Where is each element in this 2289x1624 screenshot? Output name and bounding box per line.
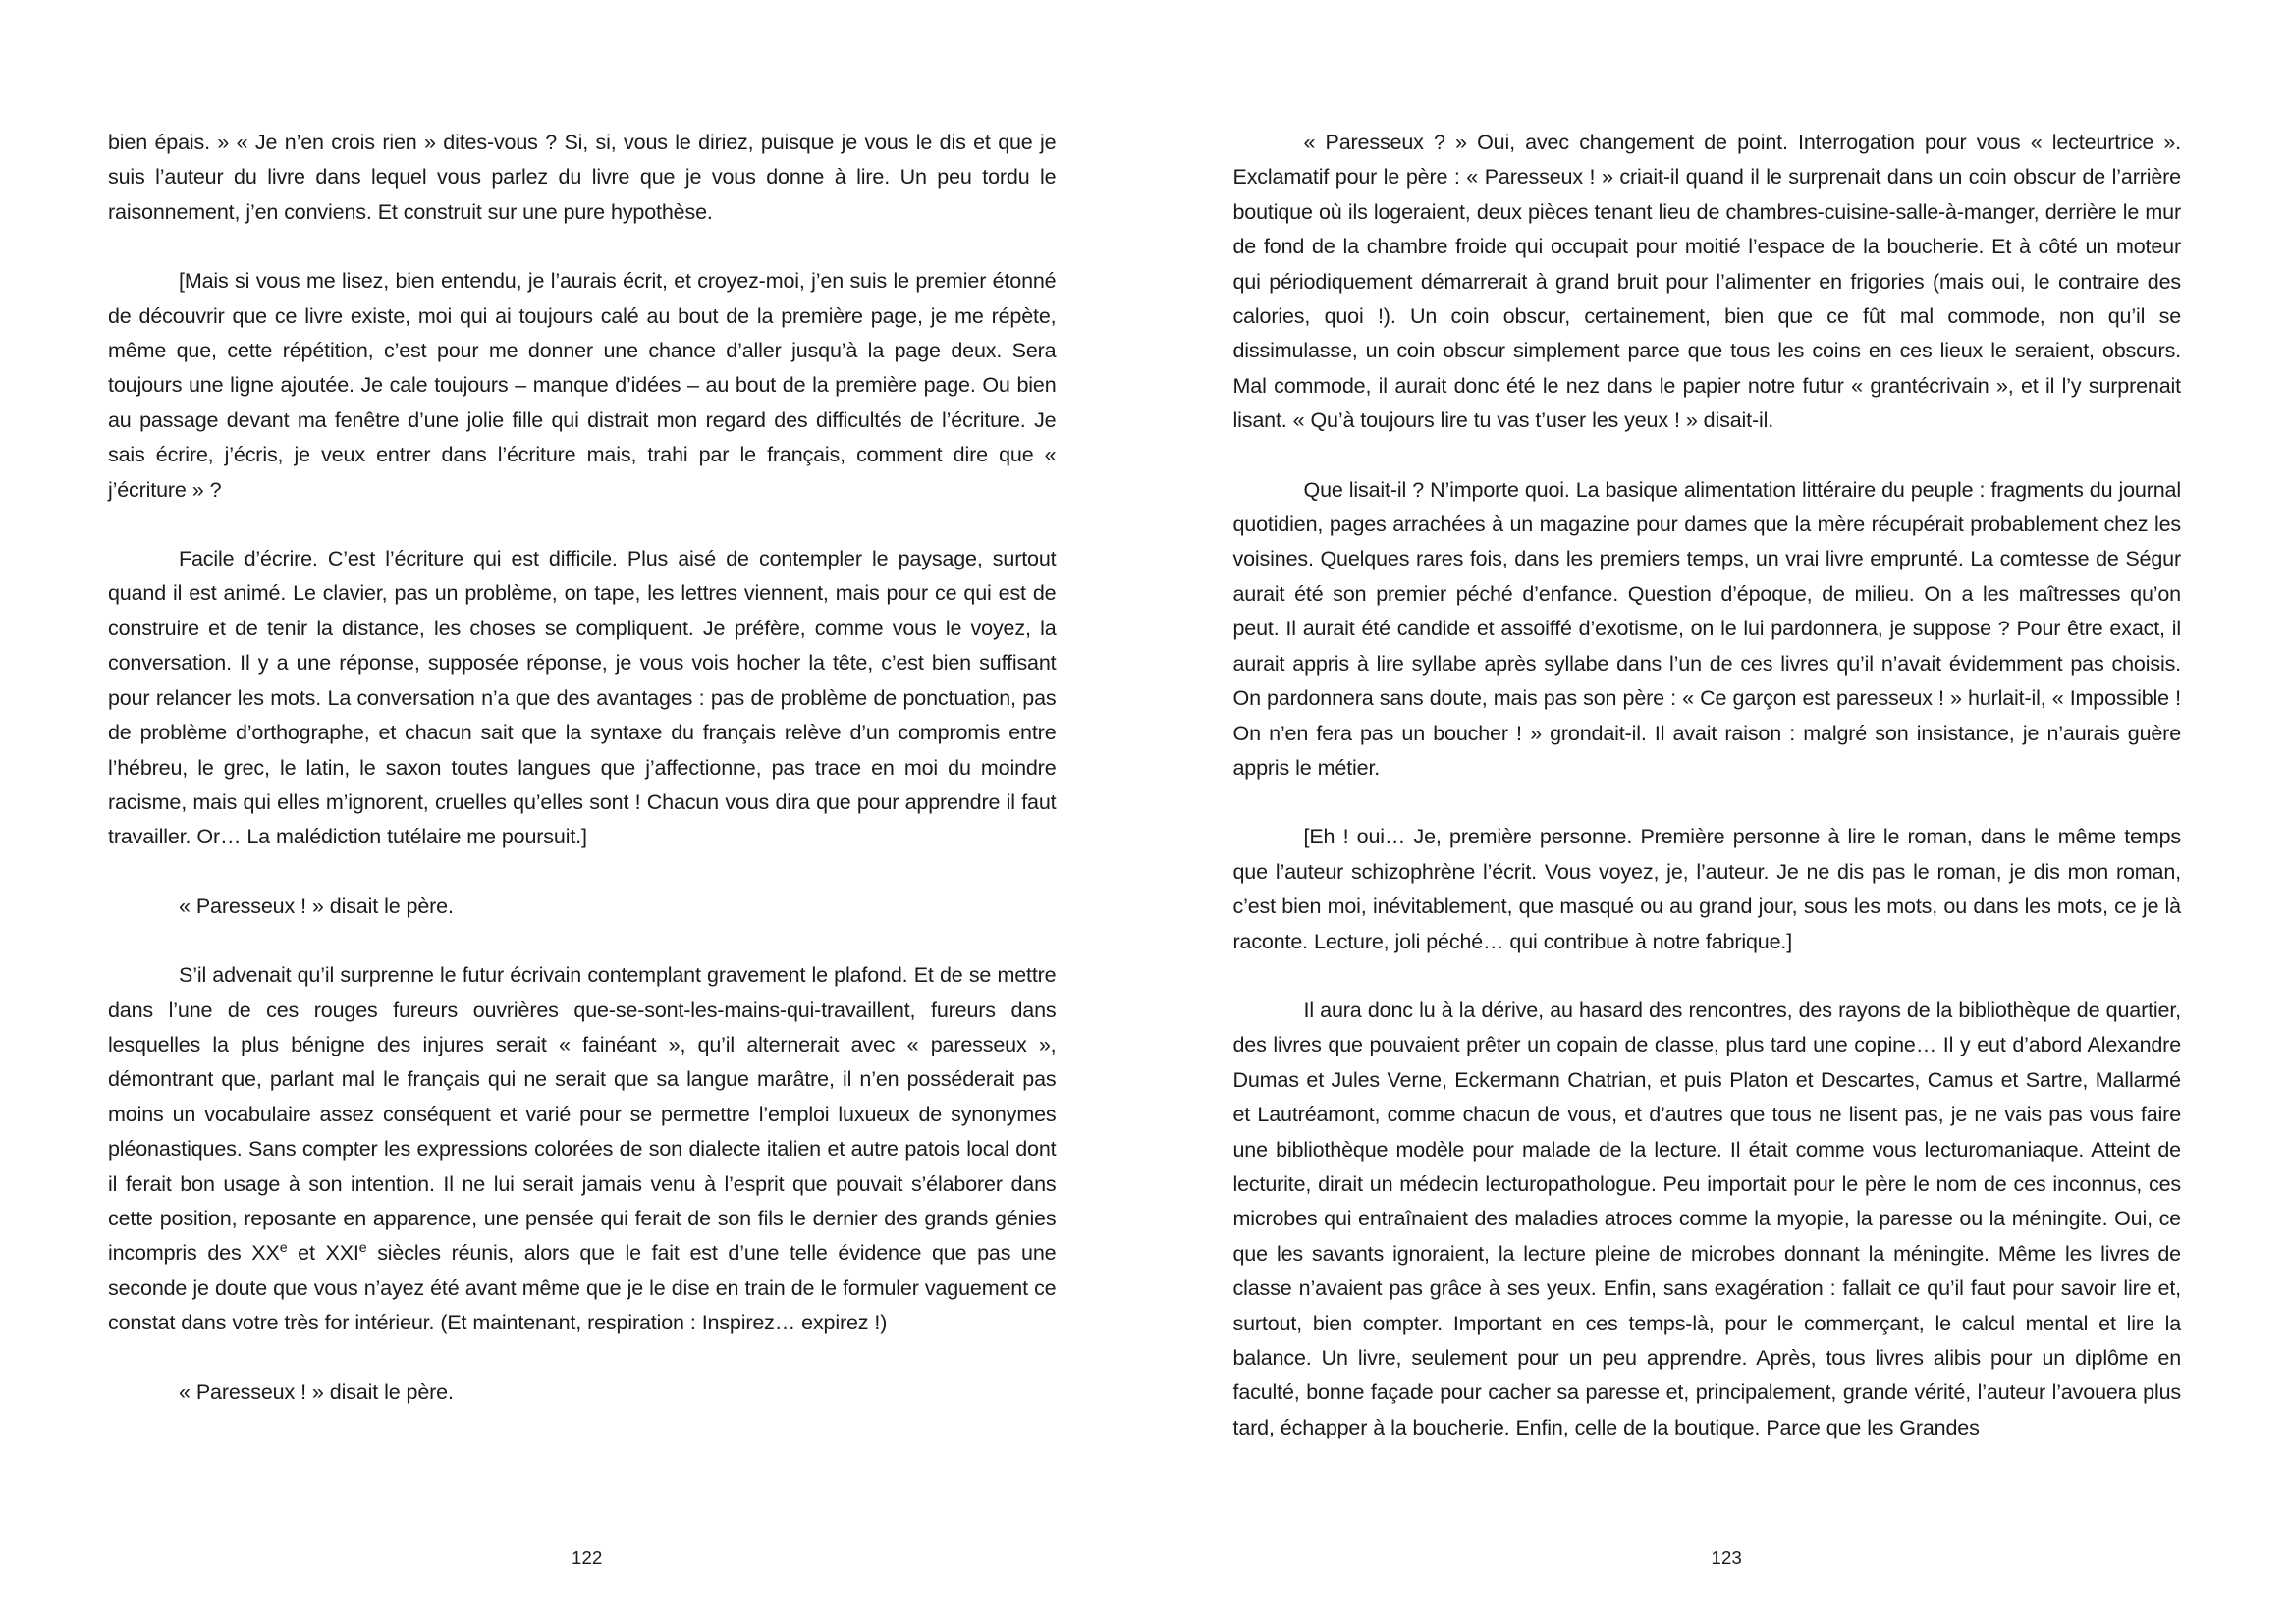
left-text-column xyxy=(108,126,1057,1410)
page-number-right: 123 xyxy=(1711,1547,1742,1568)
page-right xyxy=(1145,0,2289,1624)
paragraph: Il aura donc lu à la dérive, au hasard des rencontres, des rayons de la bibliothèque de quartier, des livres que pouvaient prêter un copain de classe, plus tard une copine… Il y eut d’abord Alexandre Dumas et Jules Verne, Eckermann Chatrian, et puis Platon et Descartes, Camus et Sartre, Mallarmé et Lautréamont, comme chacun de vous, et d’autres que tous ne lisent pas, je ne vais pas vous faire une bibliothèque modèle pour malade de la lecture. Il était comme vous lecturomaniaque. Atteint de lecturite, dirait un médecin lecturopathologue. Peu importait pour le père le nom de ces inconnus, ces microbes qui entraînaient des maladies atroces comme la myopie, la paresse ou la méningite. Oui, ce que les savants ignoraient, la lecture pleine de microbes donnant la méningite. Même les livres de classe n’avaient pas grâce à ses yeux. Enfin, sans exagération : fallait ce qu’il faut pour savoir lire et, surtout, bien compter. Important en ces temps-là, pour le commerçant, le calcul mental et lire la balance. Un livre, seulement pour un peu apprendre. Après, tous livres alibis pour un diplôme en faculté, bonne façade pour cacher sa paresse et, principalement, grande vérité, l’auteur l’avouera plus tard, échapper à la boucherie. Enfin, celle de la boutique. Parce que les Grandes xyxy=(1232,998,2181,1439)
paragraph: [Eh ! oui… Je, première personne. Première personne à lire le roman, dans le même temps que l’auteur schizophrène l’écrit. Vous voyez, je, l’auteur. Je ne dis pas le roman, je dis mon roman, c’est bien moi, inévitablement, que masqué ou au grand jour, sous les mots, ou dans les mots, ce je là raconte. Lecture, joli péché… qui contribue à notre fabrique.] xyxy=(1232,825,2181,953)
paragraph: « Paresseux ! » disait le père. xyxy=(179,1380,454,1404)
paragraph: « Paresseux ? » Oui, avec changement de point. Interrogation pour vous « lecteurtrice ». Exclamatif pour le père : « Paresseux ! » criait-il quand il le surprenait dans un coin obscur de l’arrière boutique où ils logeraient, deux pièces tenant lieu de chambres-cuisine-salle-à-manger, derrière le mur de fond de la chambre froide qui occupait pour moitié l’espace de la boucherie. Et à côté un moteur qui périodiquement démarrerait à grand bruit pour l’alimenter en frigories (mais oui, le contraire des calories, quoi !). Un coin obscur, certainement, bien que ce fût mal commode, non qu’il se dissimulasse, un coin obscur simplement parce que tous les coins en ces lieux le seraient, obscurs. Mal commode, il aurait donc été le nez dans le papier notre futur « grantécrivain », et il l’y surprenait lisant. « Qu’à toujours lire tu vas t’user les yeux ! » disait-il. xyxy=(1232,131,2181,433)
paragraph: bien épais. » « Je n’en crois rien » dites-vous ? Si, si, vous le diriez, puisque je vous le dis et que je suis l’auteur du livre dans lequel vous parlez du livre que je vous donne à lire. Un peu tordu le raisonnement, j’en conviens. Et construit sur une pure hypothèse. xyxy=(108,131,1057,224)
paragraph: [Mais si vous me lisez, bien entendu, je l’aurais écrit, et croyez-moi, j’en suis le premier étonné de découvrir que ce livre existe, moi qui ai toujours calé au bout de la première page, je me répète, même que, cette répétition, c’est pour me donner une chance d’aller jusqu’à la page deux. Sera toujours une ligne ajoutée. Je cale toujours – manque d’idées – au bout de la première page. Ou bien au passage devant ma fenêtre d’une jolie fille qui distrait mon regard des difficultés de l’écriture. Je sais écrire, j’écris, je veux entrer dans l’écriture mais, trahi par le français, comment dire que « j’écriture » ? xyxy=(108,269,1057,502)
paragraph: Que lisait-il ? N’importe quoi. La basique alimentation littéraire du peuple : fragments du journal quotidien, pages arrachées à un magazine pour dames que la mère récupérait probablement chez les voisines. Quelques rares fois, dans les premiers temps, un vrai livre emprunté. La comtesse de Ségur aurait été son premier péché d’enfance. Question d’époque, de milieu. On a les maîtresses qu’on peut. Il aurait été candide et assoiffé d’exotisme, on le lui pardonnera, je suppose ? Pour être exact, il aurait appris à lire syllabe après syllabe dans l’un de ces livres qu’il n’avait évidemment pas choisis. On pardonnera sans doute, mais pas son père : « Ce garçon est paresseux ! » hurlait-il, « Impossible ! On n’en fera pas un boucher ! » grondait-il. Il avait raison : malgré son insistance, je n’aurais guère appris le métier. xyxy=(1232,477,2181,780)
right-text-column xyxy=(1233,126,2182,1445)
paragraph: Facile d’écrire. C’est l’écriture qui est difficile. Plus aisé de contempler le paysage, surtout quand il est animé. Le clavier, pas un problème, on tape, les lettres viennent, mais pour ce qui est de construire et de tenir la distance, les choses se compliquent. Je préfère, comme vous le voyez, la conversation. Il y a une réponse, supposée réponse, je vous vois hocher la tête, c’est bien suffisant pour relancer les mots. La conversation n’a que des avantages : pas de problème de ponctuation, pas de problème d’orthographe, et chacun sait que la syntaxe du français relève d’un compromis entre l’hébreu, le grec, le latin, le saxon toutes langues que j’affectionne, pas trace en moi du moindre racisme, mais qui elles m’ignorent, cruelles qu’elles sont ! Chacun vous dira que pour apprendre il faut travailler. Or… La malédiction tutélaire me poursuit.] xyxy=(108,547,1057,849)
paragraph: S’il advenait qu’il surprenne le futur écrivain contemplant gravement le plafond. Et de se mettre dans l’une de ces rouges fureurs ouvrières que-se-sont-les-mains-qui-travaillent, fureurs dans lesquelles la plus bénigne des injures serait « fainéant », qu’il alternerait avec « paresseux », démontrant que, parlant mal le français qui ne serait que sa langue marâtre, il n’en posséderait pas moins un vocabulaire assez conséquent et varié pour se permettre l’emploi luxueux de synonymes pléonastiques. Sans compter les expressions colorées de son dialecte italien et autre patois local dont il ferait bon usage à son intention. Il ne lui serait jamais venu à l’esprit que pouvait s’élaborer dans cette position, reposante en apparence, une pensée qui ferait de son fils le dernier des grands génies incompris des XXe et XXIe siècles réunis, alors que le fait est d’une telle évidence que pas une seconde je doute que vous n’ayez été avant même que je le dise en train de le formuler vaguement ce constat dans votre très for intérieur. (Et maintenant, respiration : Inspirez… expirez !) xyxy=(108,963,1057,1335)
page-number-left: 122 xyxy=(572,1547,603,1568)
paragraph: « Paresseux ! » disait le père. xyxy=(179,893,454,918)
